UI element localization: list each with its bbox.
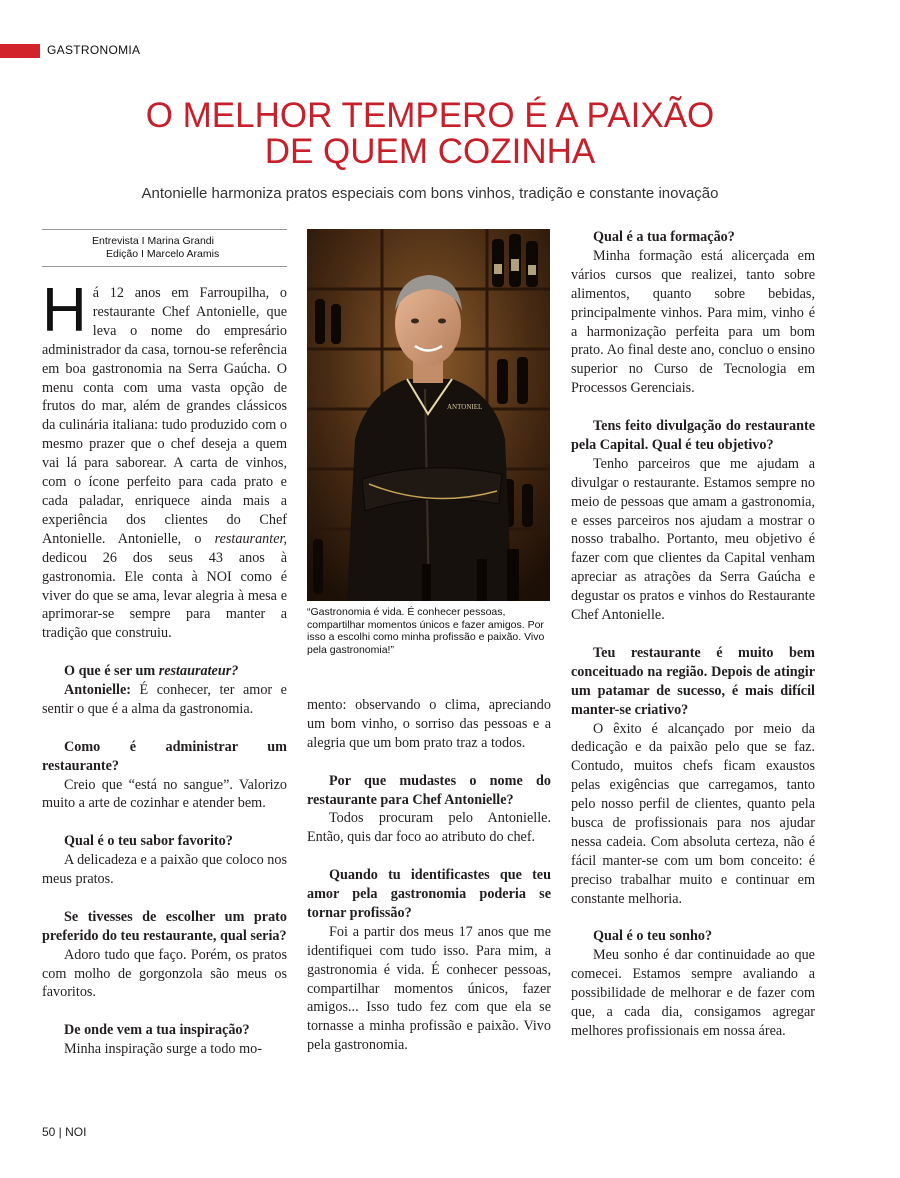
section-color-bar — [0, 44, 40, 58]
question-formacao: Qual é a tua formação? — [593, 229, 735, 245]
edition-credit: Edição I Marcelo Aramis — [106, 248, 220, 260]
subheadline: Antonielle harmoniza pratos especiais com bons vinhos, tradição e constante inovação — [141, 185, 719, 202]
chef-photo — [307, 229, 550, 601]
question-sonho: Qual é o teu sonho? — [593, 928, 713, 945]
drop-cap: H — [42, 276, 87, 345]
jacket-logo-text: ANTONIEL — [447, 403, 483, 411]
answer-sonho: Meu sonho é dar continuidade ao que comecei. Estamos sempre avaliando a possibilidade de melhorar e de fazer com que, a cada dia, consigamos agregar melhores profissionais em nossa área. — [571, 947, 815, 1040]
article-column-2 — [307, 696, 551, 1055]
question-restaurateur: O que é ser um restaurateur? — [64, 663, 239, 680]
answer-nome: Todos procuram pelo Antonielle. Então, quis dar foco ao atributo do chef. — [307, 810, 551, 846]
answer-restaurateur: Antonielle: É conhecer, ter amor e sentir o que é a alma da gastronomia. — [42, 682, 287, 717]
headline — [0, 98, 860, 170]
headline-line-1: O MELHOR TEMPERO É A PAIXÃO — [145, 96, 715, 135]
page-folio: 50 | NOI — [42, 1125, 87, 1139]
question-criatividade: Teu restaurante é muito bem conceituado na região. Depois de atingir um patamar de sucesso, é mais difícil manter-se criativo? — [571, 644, 815, 718]
question-administrar: Como é administrar um restaurante? — [42, 738, 287, 774]
question-divulgacao: Tens feito divulgação do restaurante pela Capital. Qual é teu objetivo? — [571, 418, 815, 453]
answer-inspiracao-part-2: mento: observando o clima, apreciando um bom vinho, o sorriso das pessoas e a alegria que um bom prato traz a todos. — [307, 697, 551, 751]
answer-prato: Adoro tudo que faço. Porém, os pratos com molho de gorgonzola são meus os favoritos. — [42, 946, 287, 1001]
answer-formacao: Minha formação está alicerçada em vários cursos que realizei, tanto sobre alimentos, quanto sobre bebidas, principalmente vinhos. Para mim, vinho é a harmonização perfeita para um bom prato. Ao final deste ano, concluo o ensino superior no Curso de Tecnologia em Processos Gerenciais. — [571, 247, 815, 397]
answer-profissao: Foi a partir dos meus 17 anos que me identifiquei com tudo isso. Para mim, a gastronomia é vida. É conhecer pessoas, compartilhar momentos únicos, fazer amigos... Isso tudo fez com que ela se tornasse a minha profissão e paixão. Vivo pela gastronomia. — [307, 923, 551, 1054]
credits-box — [42, 229, 287, 267]
interview-credit: Entrevista I Marina Grandi — [92, 235, 214, 247]
answer-criatividade: O êxito é alcançado por meio da dedicação e da paixão pelo que se faz. Contudo, muitos chefs ficam exaustos pelas exigências que carregamos, tanto pelo nosso perfil de clientes, quanto pela busca de profissionais para nos ajudar nessa cadeia. Com absoluta certeza, não é fácil manter-se com um bom conceito: é preciso trabalhar muito e continuar em constante melhoria. — [571, 720, 815, 907]
headline-line-2: DE QUEM COZINHA — [264, 132, 596, 171]
chef-portrait-illustration — [307, 229, 550, 601]
question-inspiracao: De onde vem a tua inspiração? — [64, 1022, 250, 1039]
article-column-1 — [42, 276, 287, 1059]
question-nome: Por que mudastes o nome do restaurante para Chef Antonielle? — [307, 772, 551, 808]
answer-sabor: A delicadeza e a paixão que coloco nos meus pratos. — [42, 852, 287, 888]
question-sabor: Qual é o teu sabor favorito? — [64, 833, 233, 850]
answer-divulgacao: Tenho parceiros que me ajudam a divulgar o restaurante. Estamos sempre no meio de pessoas que amam a gastronomia, e esses parceiros nos ajudam a mostrar o nosso trabalho. Portanto, meu objetivo é fazer com que clientes da Capital venham apreciar as atrações da Serra Gaúcha e degustar os pratos e vinhos do Restaurante Chef Antonielle. — [571, 455, 815, 624]
question-profissao: Quando tu identificastes que teu amor pela gastronomia poderia se tornar profissão? — [307, 867, 551, 921]
intro-paragraph: Há 12 anos em Farroupilha, o restaurante Chef Antonielle, que leva o nome do empresário administrador da casa, tornou-se referência em boa gastronomia na Serra Gaúcha. O menu conta com uma vasta opção de frutos do mar, além de grandes clássicos da culinária italiana: tudo produzido com o mesmo prazer que o chef deseja a quem vai lá para saborear. A carta de vinhos, com o ícone perfeito para cada prato e cada paladar, enriquece ainda mais a experiência dos clientes do Chef Antonielle. Antonielle, o restauranter, dedicou 26 dos seus 43 anos à gastronomia. Ele conta à NOI como é viver do que se ama, levar alegria à mesa e aprimorar-se sempre para manter a tradição que construiu. — [42, 276, 287, 642]
answer-administrar: Creio que “está no sangue”. Valorizo muito a arte de cozinhar e atender bem. — [42, 776, 287, 812]
answer-inspiracao-part-1: Minha inspiração surge a todo mo- — [64, 1041, 262, 1058]
question-prato: Se tivesses de escolher um prato preferido do teu restaurante, qual seria? — [42, 908, 287, 944]
article-column-3 — [571, 228, 815, 1041]
photo-caption: “Gastronomia é vida. É conhecer pessoas, compartilhar momentos únicos e fazer amigos. Por isso a escolhi como minha profissão e paixão. Vivo pela gastronomia!” — [307, 606, 545, 656]
section-label: GASTRONOMIA — [47, 43, 141, 57]
